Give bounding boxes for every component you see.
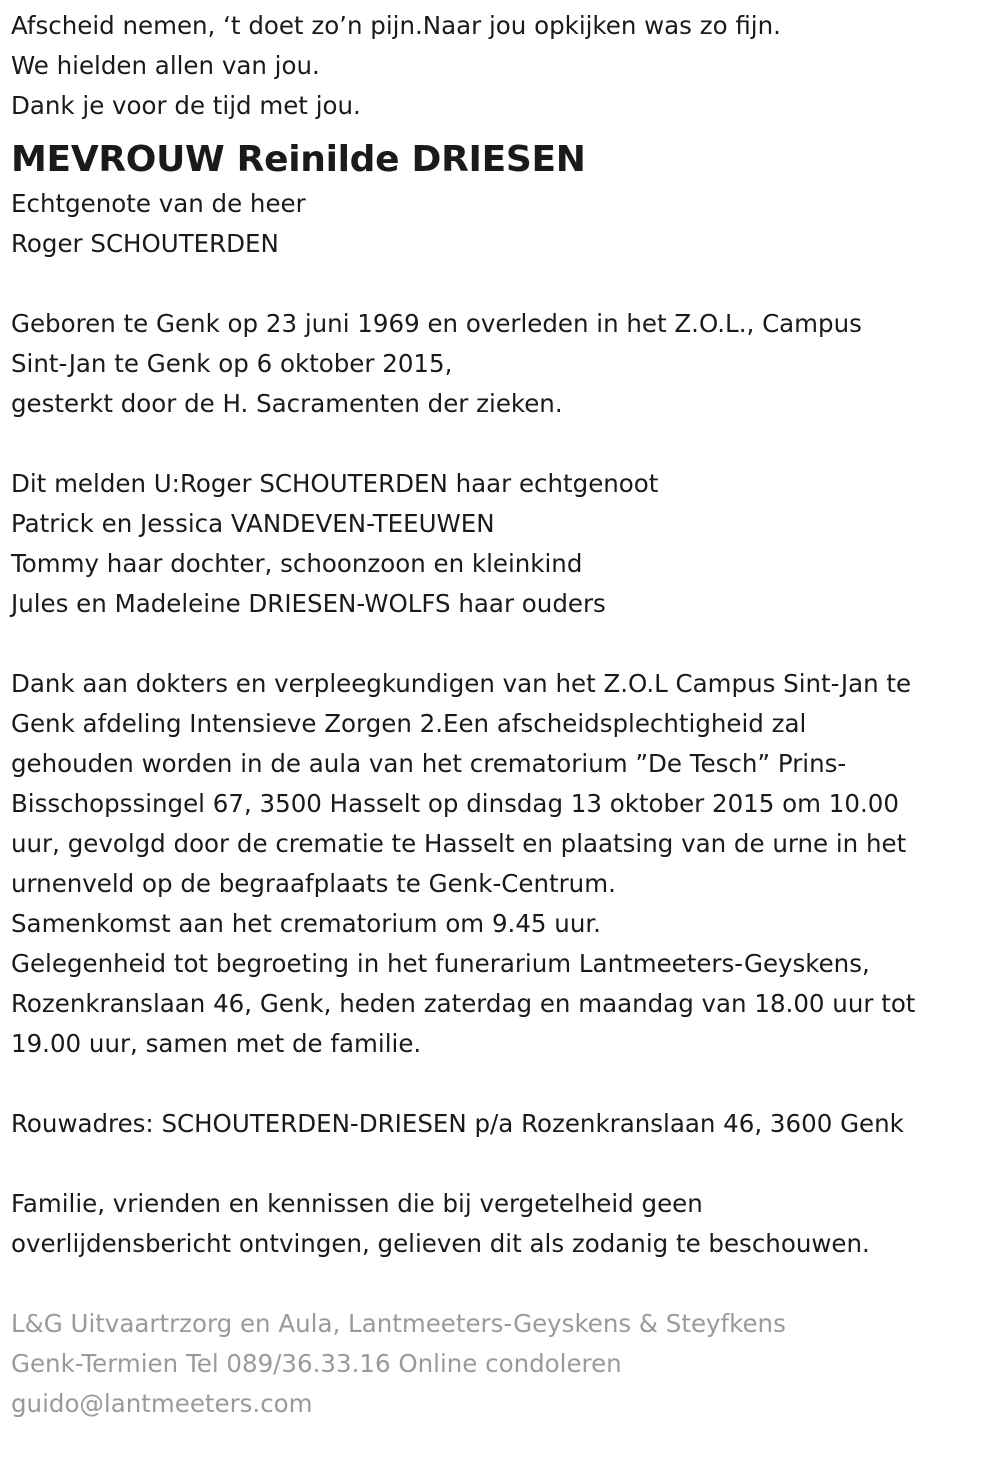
ceremony-line: 19.00 uur, samen met de familie. [11,1029,422,1058]
deceased-name-heading: MEVROUW Reinilde DRIESEN [11,139,586,180]
birth-death-block [11,304,988,424]
ceremony-line: uur, gevolgd door de crematie te Hasselt en plaatsing van de urne in het [11,829,907,858]
closing-line: overlijdensbericht ontvingen, gelieven dit als zodanig te beschouwen. [11,1229,870,1258]
spacer [11,624,988,664]
family-line: Tommy haar dochter, schoonzoon en kleinkind [11,549,583,578]
poem-line: We hielden allen van jou. [11,51,320,80]
ceremony-line: Rozenkranslaan 46, Genk, heden zaterdag en maandag van 18.00 uur tot [11,989,916,1018]
ceremony-line: Dank aan dokters en verpleegkundigen van het Z.O.L Campus Sint-Jan te [11,669,912,698]
spacer [11,1264,988,1304]
poem-line: Dank je voor de tijd met jou. [11,91,361,120]
closing-block [11,1184,988,1264]
birth-death-line: Sint-Jan te Genk op 6 oktober 2015, [11,349,453,378]
family-line: Jules en Madeleine DRIESEN-WOLFS haar ouders [11,589,606,618]
footer-line: L&G Uitvaartrzorg en Aula, Lantmeeters-Geyskens & Steyfkens [11,1309,786,1338]
announced-by-block [11,464,988,624]
ceremony-line: Bisschopssingel 67, 3500 Hasselt op dinsdag 13 oktober 2015 om 10.00 [11,789,899,818]
birth-death-line: gesterkt door de H. Sacramenten der zieken. [11,389,563,418]
ceremony-block [11,664,988,1064]
spacer [11,1064,988,1104]
funeral-home-footer [11,1304,988,1424]
footer-email: guido@lantmeeters.com [11,1389,313,1418]
spouse-line: Roger SCHOUTERDEN [11,229,279,258]
footer-line: Genk-Termien Tel 089/36.33.16 Online condoleren [11,1349,622,1378]
ceremony-line: Samenkomst aan het crematorium om 9.45 uur. [11,909,601,938]
spacer [11,1144,988,1184]
poem [11,6,988,126]
spouse-block [11,184,988,264]
spacer [11,264,988,304]
ceremony-line: Gelegenheid tot begroeting in het funerarium Lantmeeters-Geyskens, [11,949,870,978]
mourning-address: Rouwadres: SCHOUTERDEN-DRIESEN p/a Rozenkranslaan 46, 3600 Genk [11,1109,904,1138]
spacer [11,424,988,464]
closing-line: Familie, vrienden en kennissen die bij vergetelheid geen [11,1189,703,1218]
ceremony-line: urnenveld op de begraafplaats te Genk-Centrum. [11,869,616,898]
poem-line: Afscheid nemen, ‘t doet zo’n pijn.Naar jou opkijken was zo fijn. [11,11,781,40]
ceremony-line: gehouden worden in de aula van het crematorium ”De Tesch” Prins- [11,749,847,778]
ceremony-line: Genk afdeling Intensieve Zorgen 2.Een afscheidsplechtigheid zal [11,709,807,738]
family-line: Patrick en Jessica VANDEVEN-TEEUWEN [11,509,495,538]
spouse-line: Echtgenote van de heer [11,189,306,218]
family-line: Dit melden U:Roger SCHOUTERDEN haar echtgenoot [11,469,659,498]
birth-death-line: Geboren te Genk op 23 juni 1969 en overleden in het Z.O.L., Campus [11,309,862,338]
